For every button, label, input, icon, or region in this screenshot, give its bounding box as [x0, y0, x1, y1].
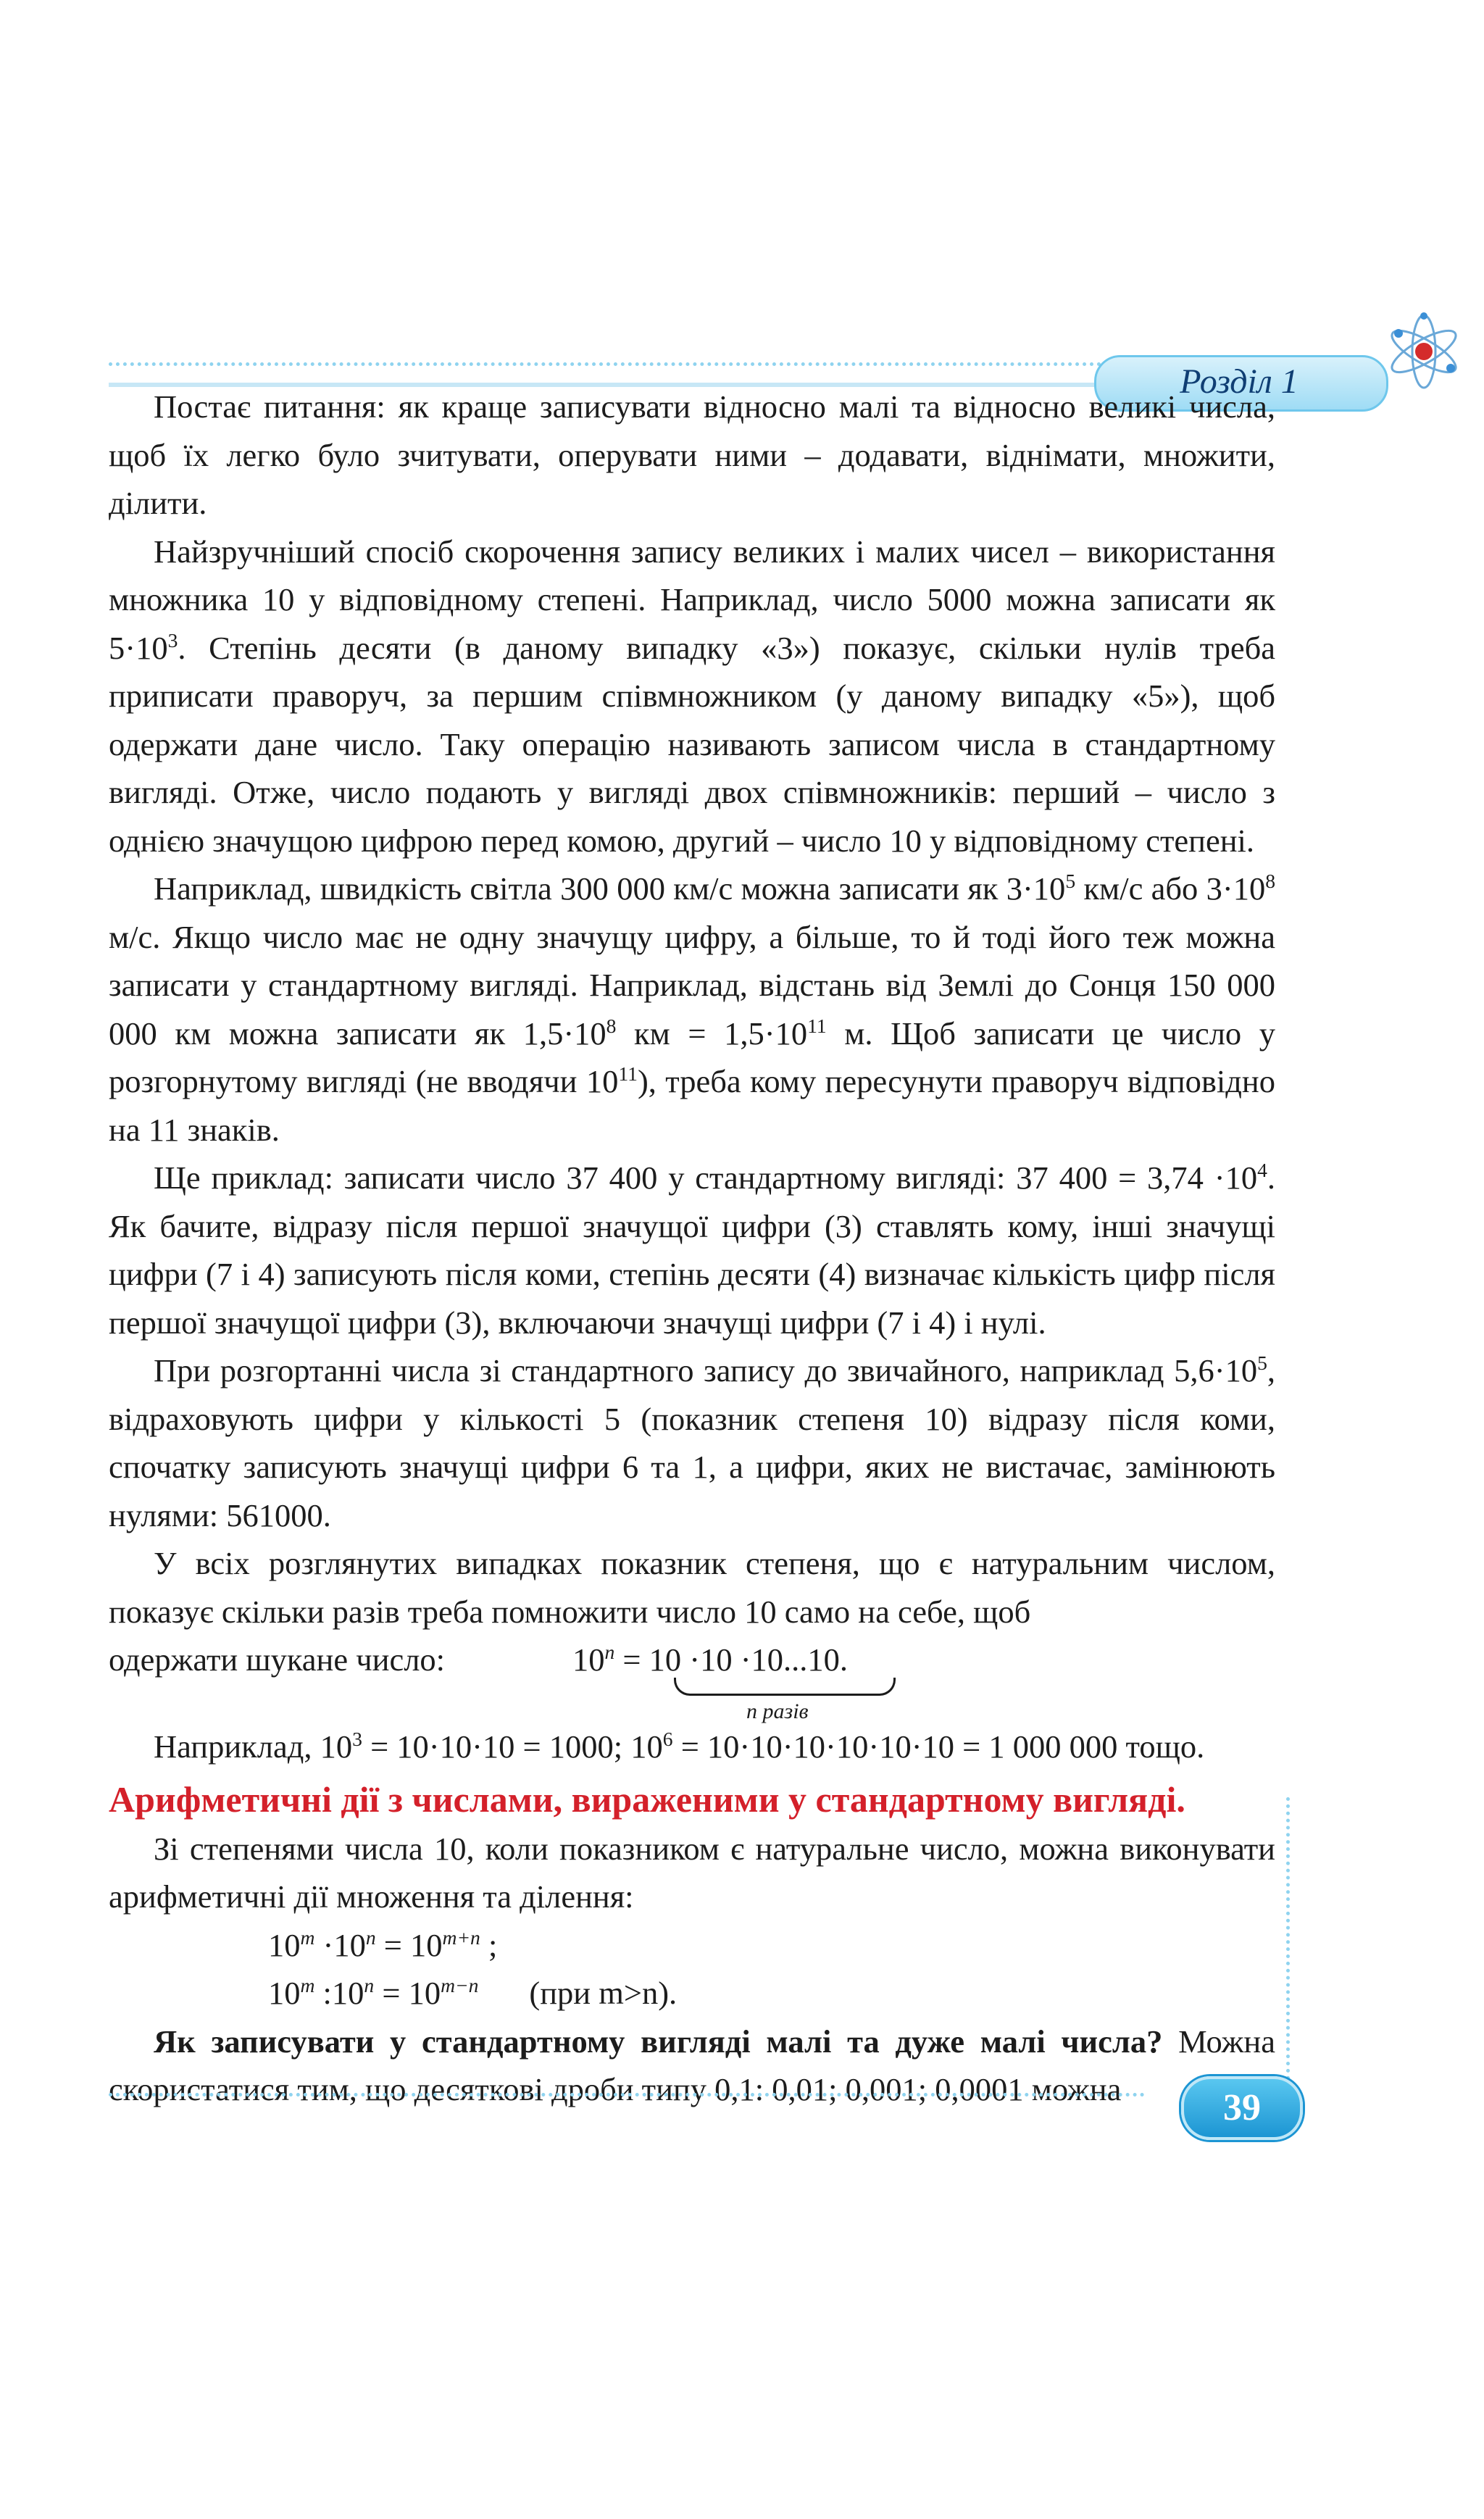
formula: $10^n = 10 \cdot 10 \cdot 10...10$.: [572, 1641, 849, 1678]
paragraph: Наприклад, швидкість світла 300 000 км/с можна записати як $3\cdot 10^5$ км/с або $3\cdot 10^8$ м/с. Якщо число має не одну значущу цифру, а більше, то й тоді його теж можна записати у стандартному вигляді. Наприклад, відстань від Землі до Сонця 150 000 000 км можна записати як $1,5\cdot 10^8$ км = $1,5\cdot 10^{11}$ м. Щоб записати це число у розгорнутому вигляді (не вводячи $10^{11}$), треба кому пересунути праворуч відповідно на 11 знаків.: [109, 870, 1276, 1148]
paragraph: Найзручніший спосіб скорочення запису великих і малих чисел – використання множника 10 у відповідному степені. Наприклад, число 5000 можна записати як $5\cdot 10^3$. Степінь десяти (в даному випадку «3») показує, скільки нулів треба приписати праворуч, за першим співмножником (у даному випадку «5»), щоб одержати дане число. Таку операцію називають записом числа в стандартному вигляді. Отже, число подають у вигляді двох співмножників: перший – число з однією значущою цифрою перед комою, другий – число 10 у відповідному степені.: [109, 533, 1275, 859]
paragraph: Наприклад, $10^3 = 10\cdot 10\cdot 10 = 1000$; $10^6 = 10\cdot 10\cdot 10\cdot 10\cdot 10\cdot 10 = 1$ 000 000 тощо.: [154, 1728, 1205, 1765]
section-label: Розділ 1: [1180, 362, 1298, 401]
paragraph: У всіх розглянутих випадках показник степеня, що є натуральним числом, показує скільки разів треба помножити число 10 само на себе, щоб: [109, 1545, 1275, 1630]
division-rule: 10$^m$ $:10^n = 10^{m-n}$ (при m>n).: [268, 1974, 678, 2011]
condition: (при m>n).: [529, 1975, 678, 2011]
paragraph: Ще приклад: записати число 37 400 у стандартному вигляді: 37 $400 = 3,74 \cdot 10^4$. Як бачите, відразу після першої значущої цифри (3) ставлять кому, інші значущі цифри (7 і 4) записують після коми, степінь десяти (4) визначає кількість цифр після першої значущої цифри (3), включаючи значущі цифри (7 і 4) і нулі.: [109, 1159, 1275, 1341]
multiplication-rule: $10^m \cdot 10^n = 10^{m+n}$ ;: [268, 1925, 498, 1963]
power-definition-formula: одержати шукане число: $10^n = 10 \cdot 10 \cdot 10...10$. n разів: [109, 1636, 1275, 1723]
paragraph: Як записувати у стандартному вигляді малі та дуже малі числа? Можна скористатися тим, що десяткові дроби типу 0,1: 0,01; 0,001; 0,0001 можна: [109, 2023, 1275, 2107]
section-heading: Арифметичні дії з числами, вираженими у стандартному вигляді.: [109, 1778, 1185, 1820]
brace-label: n разів: [746, 1699, 809, 1723]
atom-icon: [1384, 304, 1464, 399]
page-number: 39: [1223, 2087, 1261, 2128]
body-text: [109, 383, 1275, 2114]
header-dotted-rule: [109, 362, 1167, 366]
underbrace: [674, 1678, 896, 1696]
footer-dotted-rule: [109, 2093, 1145, 2097]
right-dotted-rule: [1286, 1797, 1290, 2087]
paragraph: Зі степенями числа 10, коли показником є натуральне число, можна виконувати арифметичні дії множення та ділення:: [109, 1830, 1275, 1915]
paragraph: При розгортанні числа зі стандартного запису до звичайного, наприклад $5,6\cdot 10^5$, відраховують цифри у кількості 5 (показник степеня 10) відразу після коми, спочатку записують значущі цифри 6 та 1, а цифри, яких не вистачає, замінюють нулями: 561000.: [109, 1352, 1275, 1533]
paragraph: Постає питання: як краще записувати відносно малі та відносно великі числа, щоб їх легко було зчитувати, оперувати ними – додавати, віднімати, множити, ділити.: [109, 388, 1275, 521]
